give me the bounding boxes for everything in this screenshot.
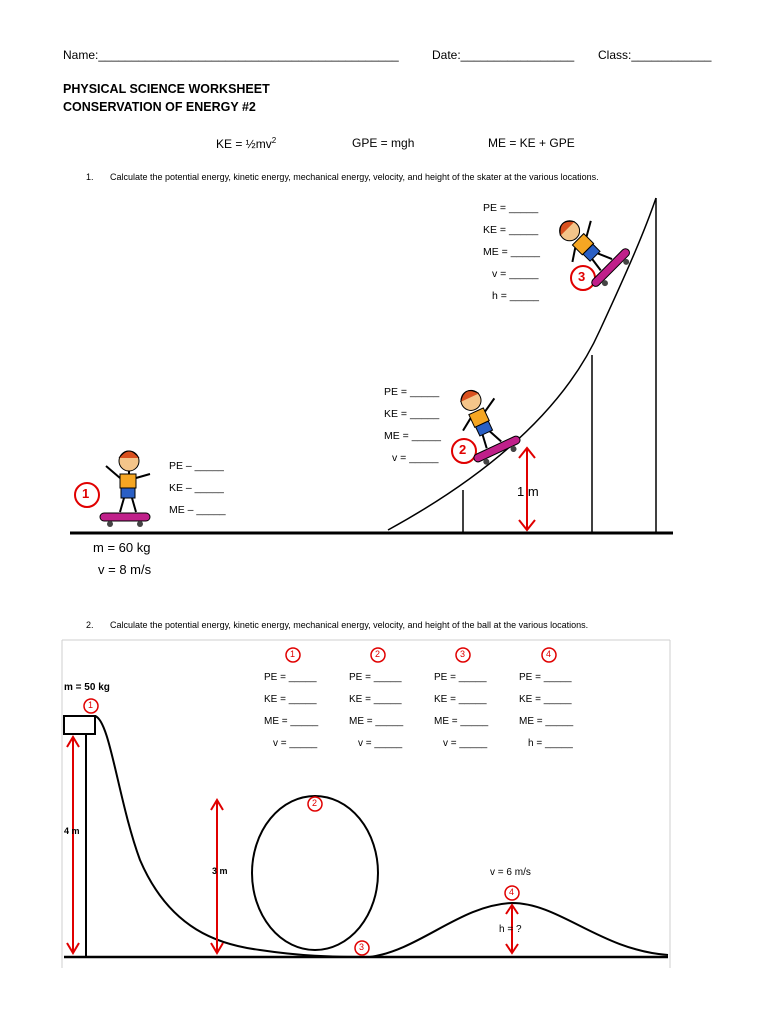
date-field: Date:_________________ [432,48,575,62]
col4-h: h = _____ [528,738,573,749]
col4-pe: PE = _____ [519,672,572,683]
col2-v: v = _____ [358,738,403,749]
gpe-equation: GPE = mgh [352,136,415,150]
skater-mass: m = 60 kg [93,540,151,555]
loc2-me: ME = _____ [384,430,441,442]
class-field: Class:____________ [598,48,712,62]
marker-number-2: 2 [459,442,467,457]
col4-me: ME = _____ [519,716,574,727]
loc1-pe: PE – _____ [169,460,224,472]
col1-me: ME = _____ [264,716,319,727]
ke-exponent: 2 [271,136,277,145]
height-label-3m: 3 m [212,866,228,876]
column-number-4: 4 [546,649,552,659]
marker-number-3: 3 [578,269,586,284]
loc2-ke: KE = _____ [384,408,440,420]
column-number-3: 3 [460,649,466,659]
q2-text: Calculate the potential energy, kinetic energy, mechanical energy, velocity, and height of the ball at the various locations. [110,620,589,630]
loc2-v: v = _____ [392,452,439,464]
column-number-2: 2 [375,649,381,659]
loc1-ke: KE – _____ [169,482,224,494]
height-label-1m: 1 m [517,484,539,499]
loc3-ke: KE = _____ [483,224,539,236]
track-marker-number-1: 1 [88,700,94,710]
loc3-h: h = _____ [492,290,540,302]
track-marker-number-3: 3 [359,942,365,952]
skater-velocity: v = 8 m/s [98,562,152,577]
track-loop [252,796,378,950]
col3-me: ME = _____ [434,716,489,727]
height-arrow-3m [211,800,223,953]
col2-ke: KE = _____ [349,694,402,705]
marker-number-1: 1 [82,486,90,501]
col2-me: ME = _____ [349,716,404,727]
col2-pe: PE = _____ [349,672,402,683]
hill-height-unknown: h = ? [499,924,522,935]
name-field: Name:_____________________________________________ [63,48,399,62]
col1-v: v = _____ [273,738,318,749]
col3-ke: KE = _____ [434,694,487,705]
col1-ke: KE = _____ [264,694,317,705]
column-number-1: 1 [290,649,296,659]
ke-equation-text: KE = ½mv [216,137,272,151]
loc3-me: ME = _____ [483,246,540,258]
loc3-v: v = _____ [492,268,539,280]
height-label-4m: 4 m [64,826,80,836]
start-platform [64,716,95,734]
track-marker-number-2: 2 [312,798,318,808]
hill-velocity: v = 6 m/s [490,867,531,878]
loc2-pe: PE = _____ [384,386,440,398]
col3-v: v = _____ [443,738,488,749]
ball-mass: m = 50 kg [64,682,110,693]
col4-ke: KE = _____ [519,694,572,705]
q2-number: 2. [86,620,94,630]
col3-pe: PE = _____ [434,672,487,683]
loc3-pe: PE = _____ [483,202,539,214]
q1-text: Calculate the potential energy, kinetic energy, mechanical energy, velocity, and height of the skater at the various locations. [110,172,599,182]
track-marker-number-4: 4 [509,887,515,897]
worksheet-subtitle: CONSERVATION OF ENERGY #2 [63,100,256,114]
height-arrow-4m [67,737,79,953]
me-equation: ME = KE + GPE [488,136,575,150]
track-drop [95,716,370,957]
col1-pe: PE = _____ [264,672,317,683]
loc1-me: ME – _____ [169,504,226,516]
q1-number: 1. [86,172,94,182]
worksheet-title: PHYSICAL SCIENCE WORKSHEET [63,82,270,96]
